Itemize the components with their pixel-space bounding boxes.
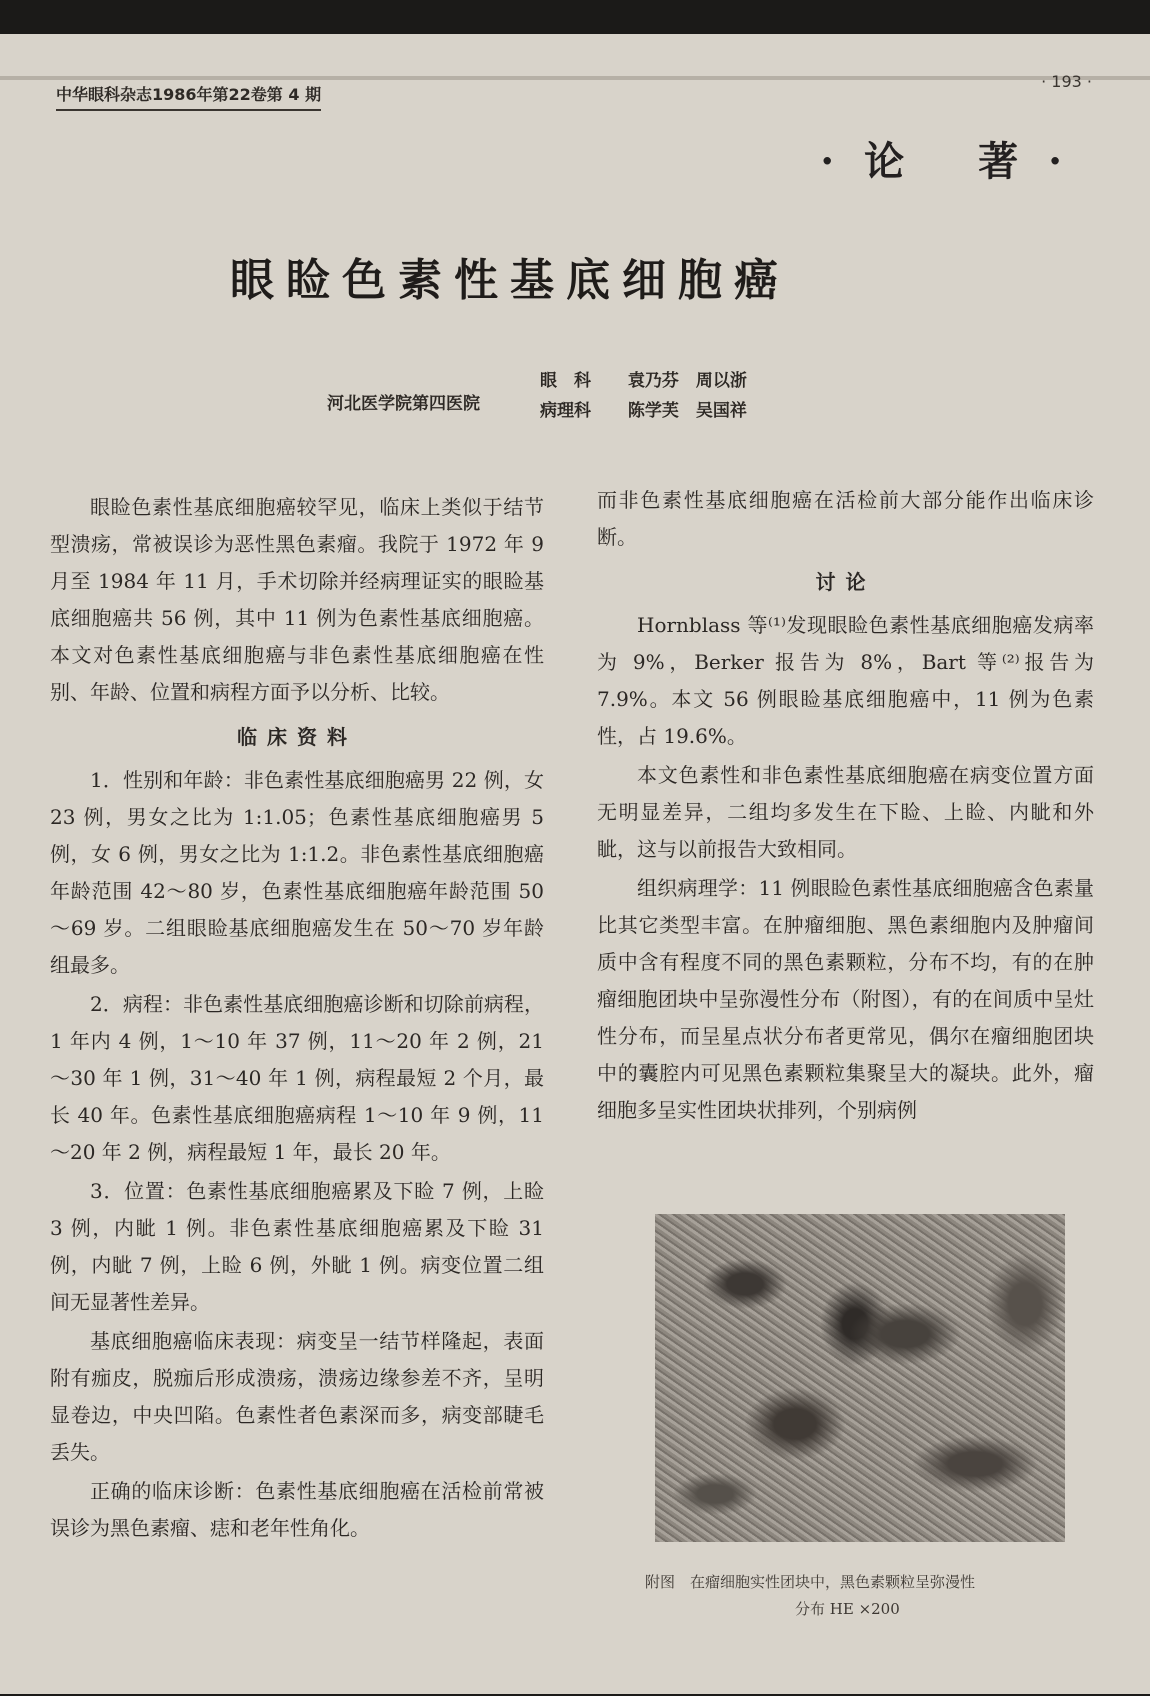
paragraph-clinical-manifestation: 基底细胞癌临床表现：病变呈一结节样隆起，表面附有痂皮，脱痂后形成溃疡，溃疡边缘参差不齐，呈明显卷边，中央凹陷。色素性者色素深而多，病变部睫毛丢失。 — [50, 1329, 544, 1464]
intro-paragraph: 眼睑色素性基底细胞癌较罕见，临床上类似于结节型溃疡，常被误诊为恶性黑色素瘤。我院于 1972 年 9 月至 1984 年 11 月，手术切除并经病理证实的眼睑基底细胞癌共 56 例，其中 11 例为色素性基底细胞癌。本文对色素性基底细胞癌与非色素性基底细胞癌在性别、年龄、位置和病程方面予以分析、比较。 — [50, 495, 544, 704]
micrograph-figure — [655, 1214, 1065, 1542]
paragraph-sex-age: 1．性别和年龄：非色素性基底细胞癌男 22 例，女 23 例，男女之比为 1:1.05；色素性基底细胞癌男 5 例，女 6 例，男女之比为 1:1.2。非色素性基底细胞癌年龄范围 42～80 岁，色素性基底细胞癌年龄范围 50～69 岁。二组眼睑基底细胞癌发生在 50～70 岁年龄组最多。 — [50, 768, 544, 977]
paragraph-continued: 而非色素性基底细胞癌在活检前大部分能作出临床诊断。 — [597, 488, 1094, 549]
author-line-ophthalmology — [540, 366, 747, 396]
right-column — [597, 482, 1094, 1131]
author-dept: 眼 科 — [540, 371, 591, 391]
paragraph-location: 3．位置：色素性基底细胞癌累及下睑 7 例，上睑 3 例，内眦 1 例。非色素性基底细胞癌累及下睑 31 例，内眦 7 例，上睑 6 例，外眦 1 例。病变位置二组间无显著性差异。 — [50, 1179, 544, 1314]
paragraph-diagnosis: 正确的临床诊断：色素性基底细胞癌在活检前常被误诊为黑色素瘤、痣和老年性角化。 — [50, 1479, 544, 1540]
journal-running-header: 中华眼科杂志1986年第22卷第 4 期 — [56, 82, 321, 111]
figure-caption-line-2: 分布 HE ×200 — [795, 1600, 900, 1618]
author-names: 陈学芙 吴国祥 — [627, 401, 747, 421]
left-column — [50, 489, 544, 1549]
page-number: · 193 · — [1041, 72, 1092, 91]
author-list — [540, 366, 747, 426]
article-title: 眼睑色素性基底细胞癌 — [230, 255, 790, 306]
author-names: 袁乃芬 周以浙 — [627, 371, 747, 391]
paragraph-incidence: Hornblass 等⁽¹⁾发现眼睑色素性基底细胞癌发病率为 9%，Berker 报告为 8%，Bart 等⁽²⁾报告为 7.9%。本文 56 例眼睑基底细胞癌中，11 例为色素性，占 19.6%。 — [597, 613, 1094, 748]
section-heading-clinical-data: 临床资料 — [237, 725, 357, 749]
paragraph-location-comparison: 本文色素性和非色素性基底细胞癌在病变位置方面无明显差异，二组均多发生在下睑、上睑、内眦和外眦，这与以前报告大致相同。 — [597, 763, 1094, 861]
author-dept: 病理科 — [540, 401, 591, 421]
paragraph-histopathology: 组织病理学：11 例眼睑色素性基底细胞癌含色素量比其它类型丰富。在肿瘤细胞、黑色素细胞内及肿瘤间质中含有程度不同的黑色素颗粒，分布不均，有的在肿瘤细胞团块中呈弥漫性分布（附图），有的在间质中呈灶性分布，而呈星点状分布者更常见，偶尔在瘤细胞团块中的囊腔内可见黑色素颗粒集聚呈大的凝块。此外，瘤细胞多呈实性团块状排列，个别病例 — [597, 876, 1094, 1122]
journal-page — [0, 34, 1150, 1694]
section-label: ·论 著· — [820, 138, 1092, 185]
author-line-pathology — [540, 396, 747, 426]
figure-caption — [645, 1569, 1085, 1623]
header-rule — [0, 76, 1150, 80]
paragraph-course: 2．病程：非色素性基底细胞癌诊断和切除前病程，1 年内 4 例，1～10 年 37 例，11～20 年 2 例，21～30 年 1 例，31～40 年 1 例，病程最短 2 个月，最长 40 年。色素性基底细胞癌病程 1～10 年 9 例，11～20 年 2 例，病程最短 1 年，最长 20 年。 — [50, 992, 544, 1164]
figure-caption-line-1: 附图 在瘤细胞实性团块中，黑色素颗粒呈弥漫性 — [645, 1573, 976, 1591]
institution: 河北医学院第四医院 — [327, 394, 480, 414]
section-heading-discussion: 讨论 — [815, 570, 876, 594]
